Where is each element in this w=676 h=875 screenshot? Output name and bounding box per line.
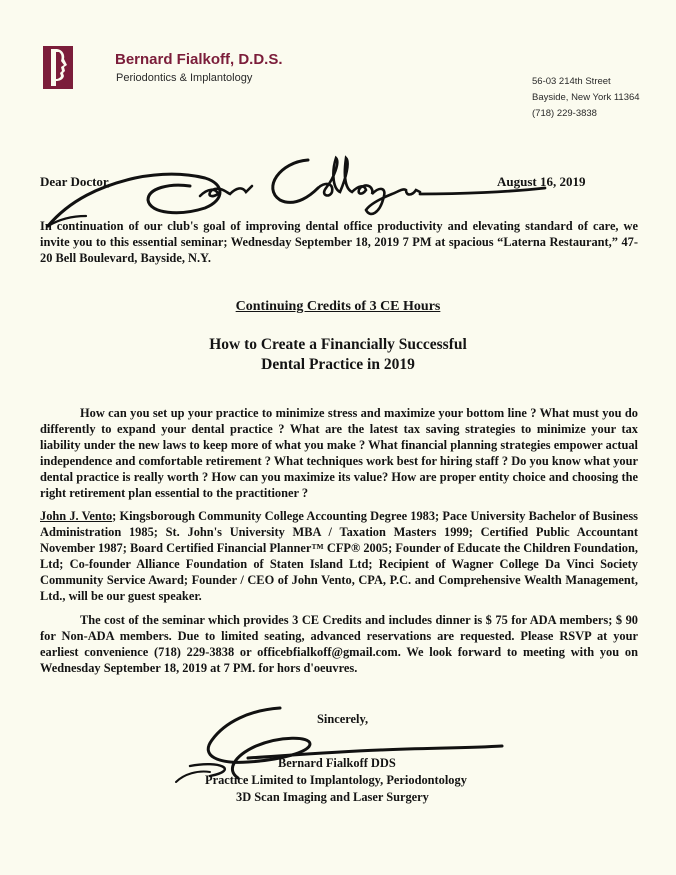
- speaker-paragraph: [40, 508, 638, 604]
- profile-face-logo-icon: [43, 46, 73, 89]
- seminar-title: [0, 335, 676, 375]
- closing: Sincerely,: [317, 712, 369, 726]
- signer-practice: Practice Limited to Implantology, Periodontology: [205, 773, 467, 787]
- seminar-title-line1: How to Create a Financially Successful: [209, 336, 467, 353]
- address-street: 56-03 214th Street: [532, 76, 611, 87]
- intro-paragraph: In continuation of our club's goal of improving dental office productivity and elevating standard of care, we invite you to this essential seminar; Wednesday September 18, 2019 7 PM at spacious “Laterna Restaurant,” 47-20 Bell Boulevard, Bayside, N.Y.: [40, 219, 638, 265]
- address-phone: (718) 229-3838: [532, 108, 597, 119]
- handwritten-signature: [170, 700, 510, 790]
- seminar-title-line2: Dental Practice in 2019: [261, 356, 415, 373]
- address-city: Bayside, New York 11364: [532, 92, 640, 103]
- practice-specialty: Periodontics & Implantology: [116, 72, 253, 84]
- ce-heading: Continuing Credits of 3 CE Hours: [235, 299, 441, 314]
- letter-date: August 16, 2019: [497, 174, 586, 189]
- questions-paragraph: How can you set up your practice to minimize stress and maximize your bottom line ? What must you do differently to expand your dental practice ? What are the latest tax saving strategies to minimize your tax liability under the new laws to keep more of what you make ? What financial planning strategies empower actual independence and comfortable retirement ? What techniques work best for hiring staff ? Do you know what your dental practice is really worth ? How can you maximize its value? How are proper entity choice and choosing the right retirement plan essential to the practitioner ?: [40, 406, 638, 500]
- signer-specialties: 3D Scan Imaging and Laser Surgery: [236, 790, 429, 804]
- practice-name: Bernard Fialkoff, D.D.S.: [115, 51, 283, 68]
- salutation: Dear Doctor,: [40, 174, 111, 189]
- speaker-bio: ; Kingsborough Community College Accounting Degree 1983; Pace University Bachelor of Business Administration 1985; St. John's University MBA / Taxation Masters 1999; Certified Public Accountant November 1987; Board Certified Financial Planner™ CFP® 2005; Founder of Educate the Children Foundation, Ltd; Co-founder Alliance Foundation of Staten Island Ltd; Recipient of Wagner College Da Vinci Society Community Service Award; Founder / CEO of John Vento, CPA, P.C. and Comprehensive Wealth Management, Ltd., will be our guest speaker.: [40, 509, 638, 603]
- cost-paragraph: The cost of the seminar which provides 3 CE Credits and includes dinner is $ 75 for ADA members; $ 90 for Non-ADA members. Due to limited seating, advanced reservations are requested. Please RSVP at your earliest convenience (718) 229-3838 or officebfialkoff@gmail.com. We look forward to meeting with you on Wednesday September 18, 2019 at 7 PM. for hors d'oeuvres.: [40, 613, 638, 675]
- signer-name: Bernard Fialkoff DDS: [278, 756, 396, 770]
- speaker-name: John J. Vento: [40, 509, 113, 523]
